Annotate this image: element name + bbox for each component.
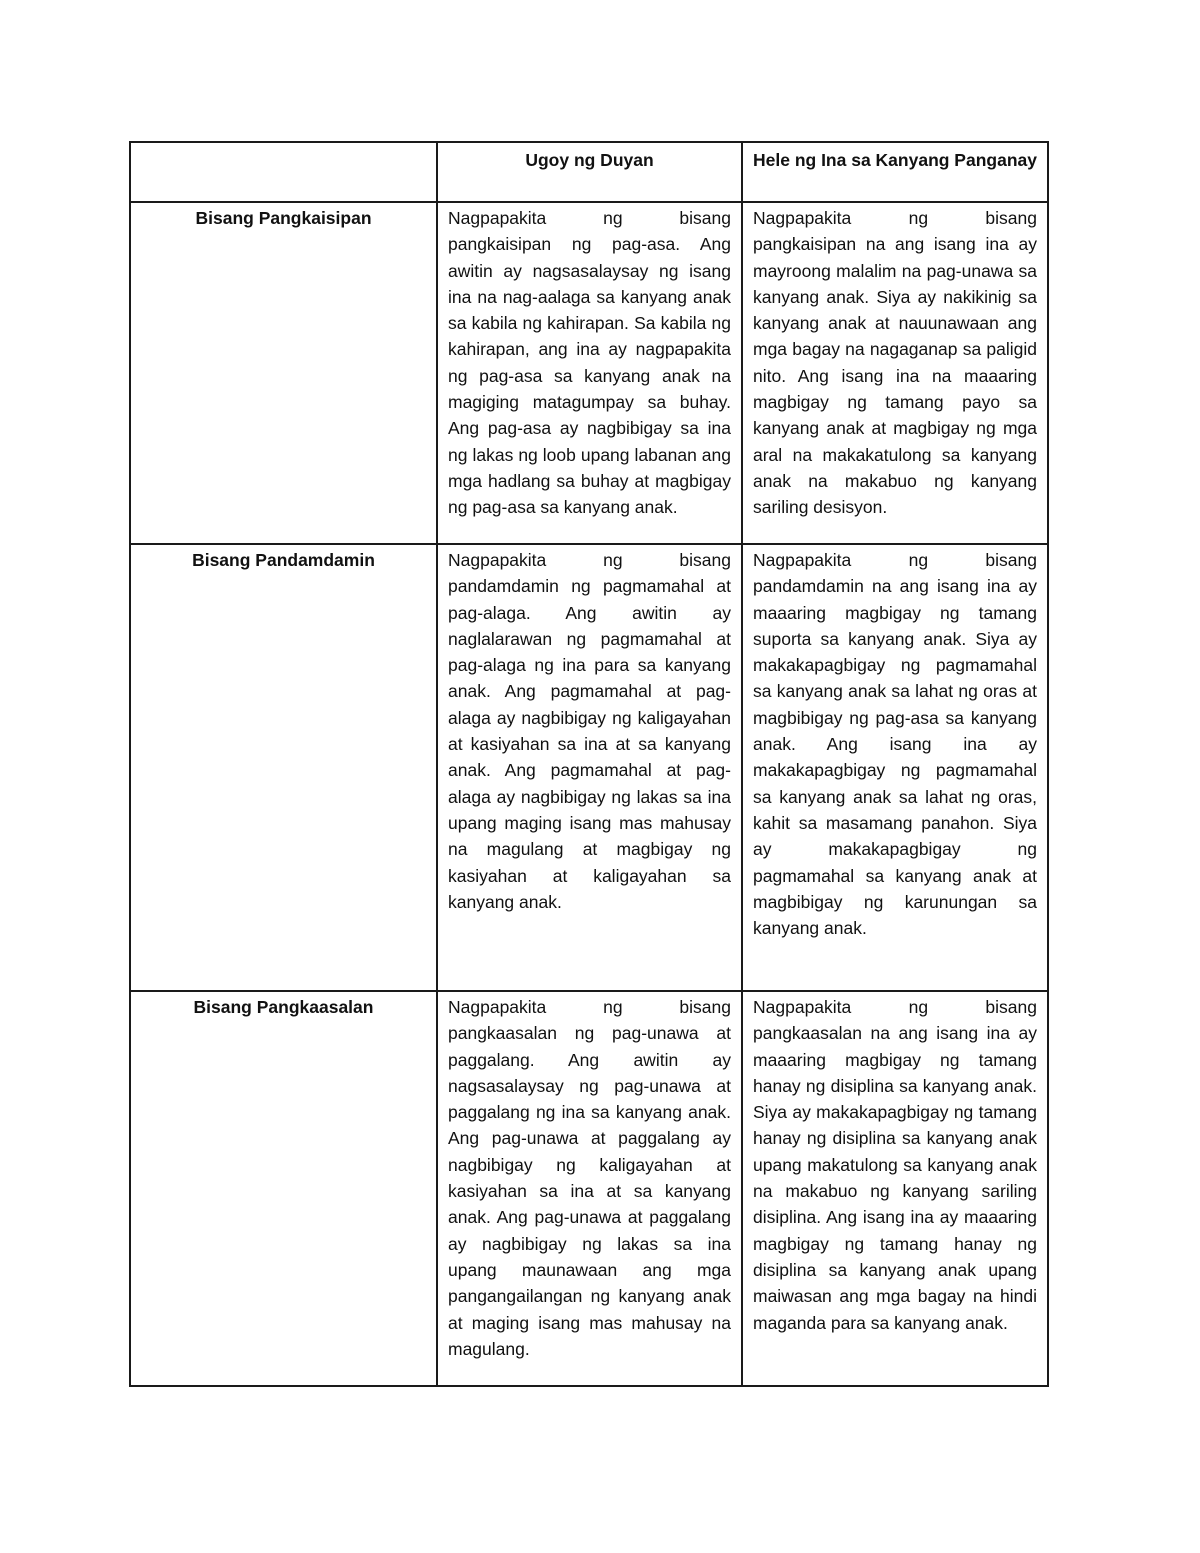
header-hele-ng-ina: Hele ng Ina sa Kanyang Panganay (742, 142, 1048, 202)
cell-ugoy-pangkaisipan: Nagpapakita ng bisang pangkaisipan ng pag-asa. Ang awitin ay nagsasalaysay ng isang ina na nag-aalaga sa kanyang anak sa kabila ng kahirapan. Sa kabila ng kahirapan, ang ina ay nagpapakita ng pag-asa sa kanyang anak na magiging matagumpay sa buhay. Ang pag-asa ay nagbibigay sa ina ng lakas ng loob upang labanan ang mga hadlang sa buhay at magbigay ng pag-asa sa kanyang anak. (437, 202, 742, 544)
row-label-pangkaasalan: Bisang Pangkaasalan (130, 991, 437, 1386)
row-label-pandamdamin: Bisang Pandamdamin (130, 544, 437, 991)
cell-hele-pandamdamin: Nagpapakita ng bisang pandamdamin na ang isang ina ay maaaring magbigay ng tamang suporta sa kanyang anak. Siya ay makakapagbigay ng pagmamahal sa kanyang anak sa lahat ng oras at magbibigay ng pag-asa sa kanyang anak. Ang isang ina ay makakapagbigay ng pagmamahal sa kanyang anak sa lahat ng oras, kahit sa masamang panahon. Siya ay makakapagbigay ng pagmamahal sa kanyang anak at magbibigay ng karunungan sa kanyang anak. (742, 544, 1048, 991)
cell-hele-pangkaisipan: Nagpapakita ng bisang pangkaisipan na ang isang ina ay mayroong malalim na pag-unawa sa kanyang anak. Siya ay nakikinig sa kanyang anak at nauunawaan ang mga bagay na nagaganap sa paligid nito. Ang isang ina na maaaring magbigay ng tamang payo sa kanyang anak at magbigay ng mga aral na makakatulong sa kanyang anak na makabuo ng kanyang sariling desisyon. (742, 202, 1048, 544)
table-row (130, 202, 1048, 544)
cell-hele-pangkaasalan: Nagpapakita ng bisang pangkaasalan na ang isang ina ay maaaring magbigay ng tamang hanay ng disiplina sa kanyang anak. Siya ay makakapagbigay ng tamang hanay ng disiplina sa kanyang anak upang makatulong sa kanyang anak na makabuo ng kanyang sariling disiplina. Ang isang ina ay maaaring magbigay ng tamang hanay ng disiplina sa kanyang anak upang maiwasan ang mga bagay na hindi maganda para sa kanyang anak. (742, 991, 1048, 1386)
table-row (130, 991, 1048, 1386)
cell-ugoy-pangkaasalan: Nagpapakita ng bisang pangkaasalan ng pag-unawa at paggalang. Ang awitin ay nagsasalaysay ng pag-unawa at paggalang ng ina sa kanyang anak. Ang pag-unawa at paggalang ay nagbibigay ng kaligayahan at kasiyahan sa ina at sa kanyang anak. Ang pag-unawa at paggalang ay nagbibigay ng lakas sa ina upang maunawaan ang mga pangangailangan ng kanyang anak at maging isang mas mahusay na magulang. (437, 991, 742, 1386)
header-ugoy-ng-duyan: Ugoy ng Duyan (437, 142, 742, 202)
table-header-row (130, 142, 1048, 202)
header-empty-cell (130, 142, 437, 202)
comparison-table (129, 141, 1049, 1387)
row-label-pangkaisipan: Bisang Pangkaisipan (130, 202, 437, 544)
table-row (130, 544, 1048, 991)
cell-ugoy-pandamdamin: Nagpapakita ng bisang pandamdamin ng pagmamahal at pag-alaga. Ang awitin ay naglalarawan ng pagmamahal at pag-alaga ng ina para sa kanyang anak. Ang pagmamahal at pag-alaga ay nagbibigay ng kaligayahan at kasiyahan sa ina at sa kanyang anak. Ang pagmamahal at pag-alaga ay nagbibigay ng lakas sa ina upang maging isang mas mahusay na magulang at magbigay ng kasiyahan at kaligayahan sa kanyang anak. (437, 544, 742, 991)
